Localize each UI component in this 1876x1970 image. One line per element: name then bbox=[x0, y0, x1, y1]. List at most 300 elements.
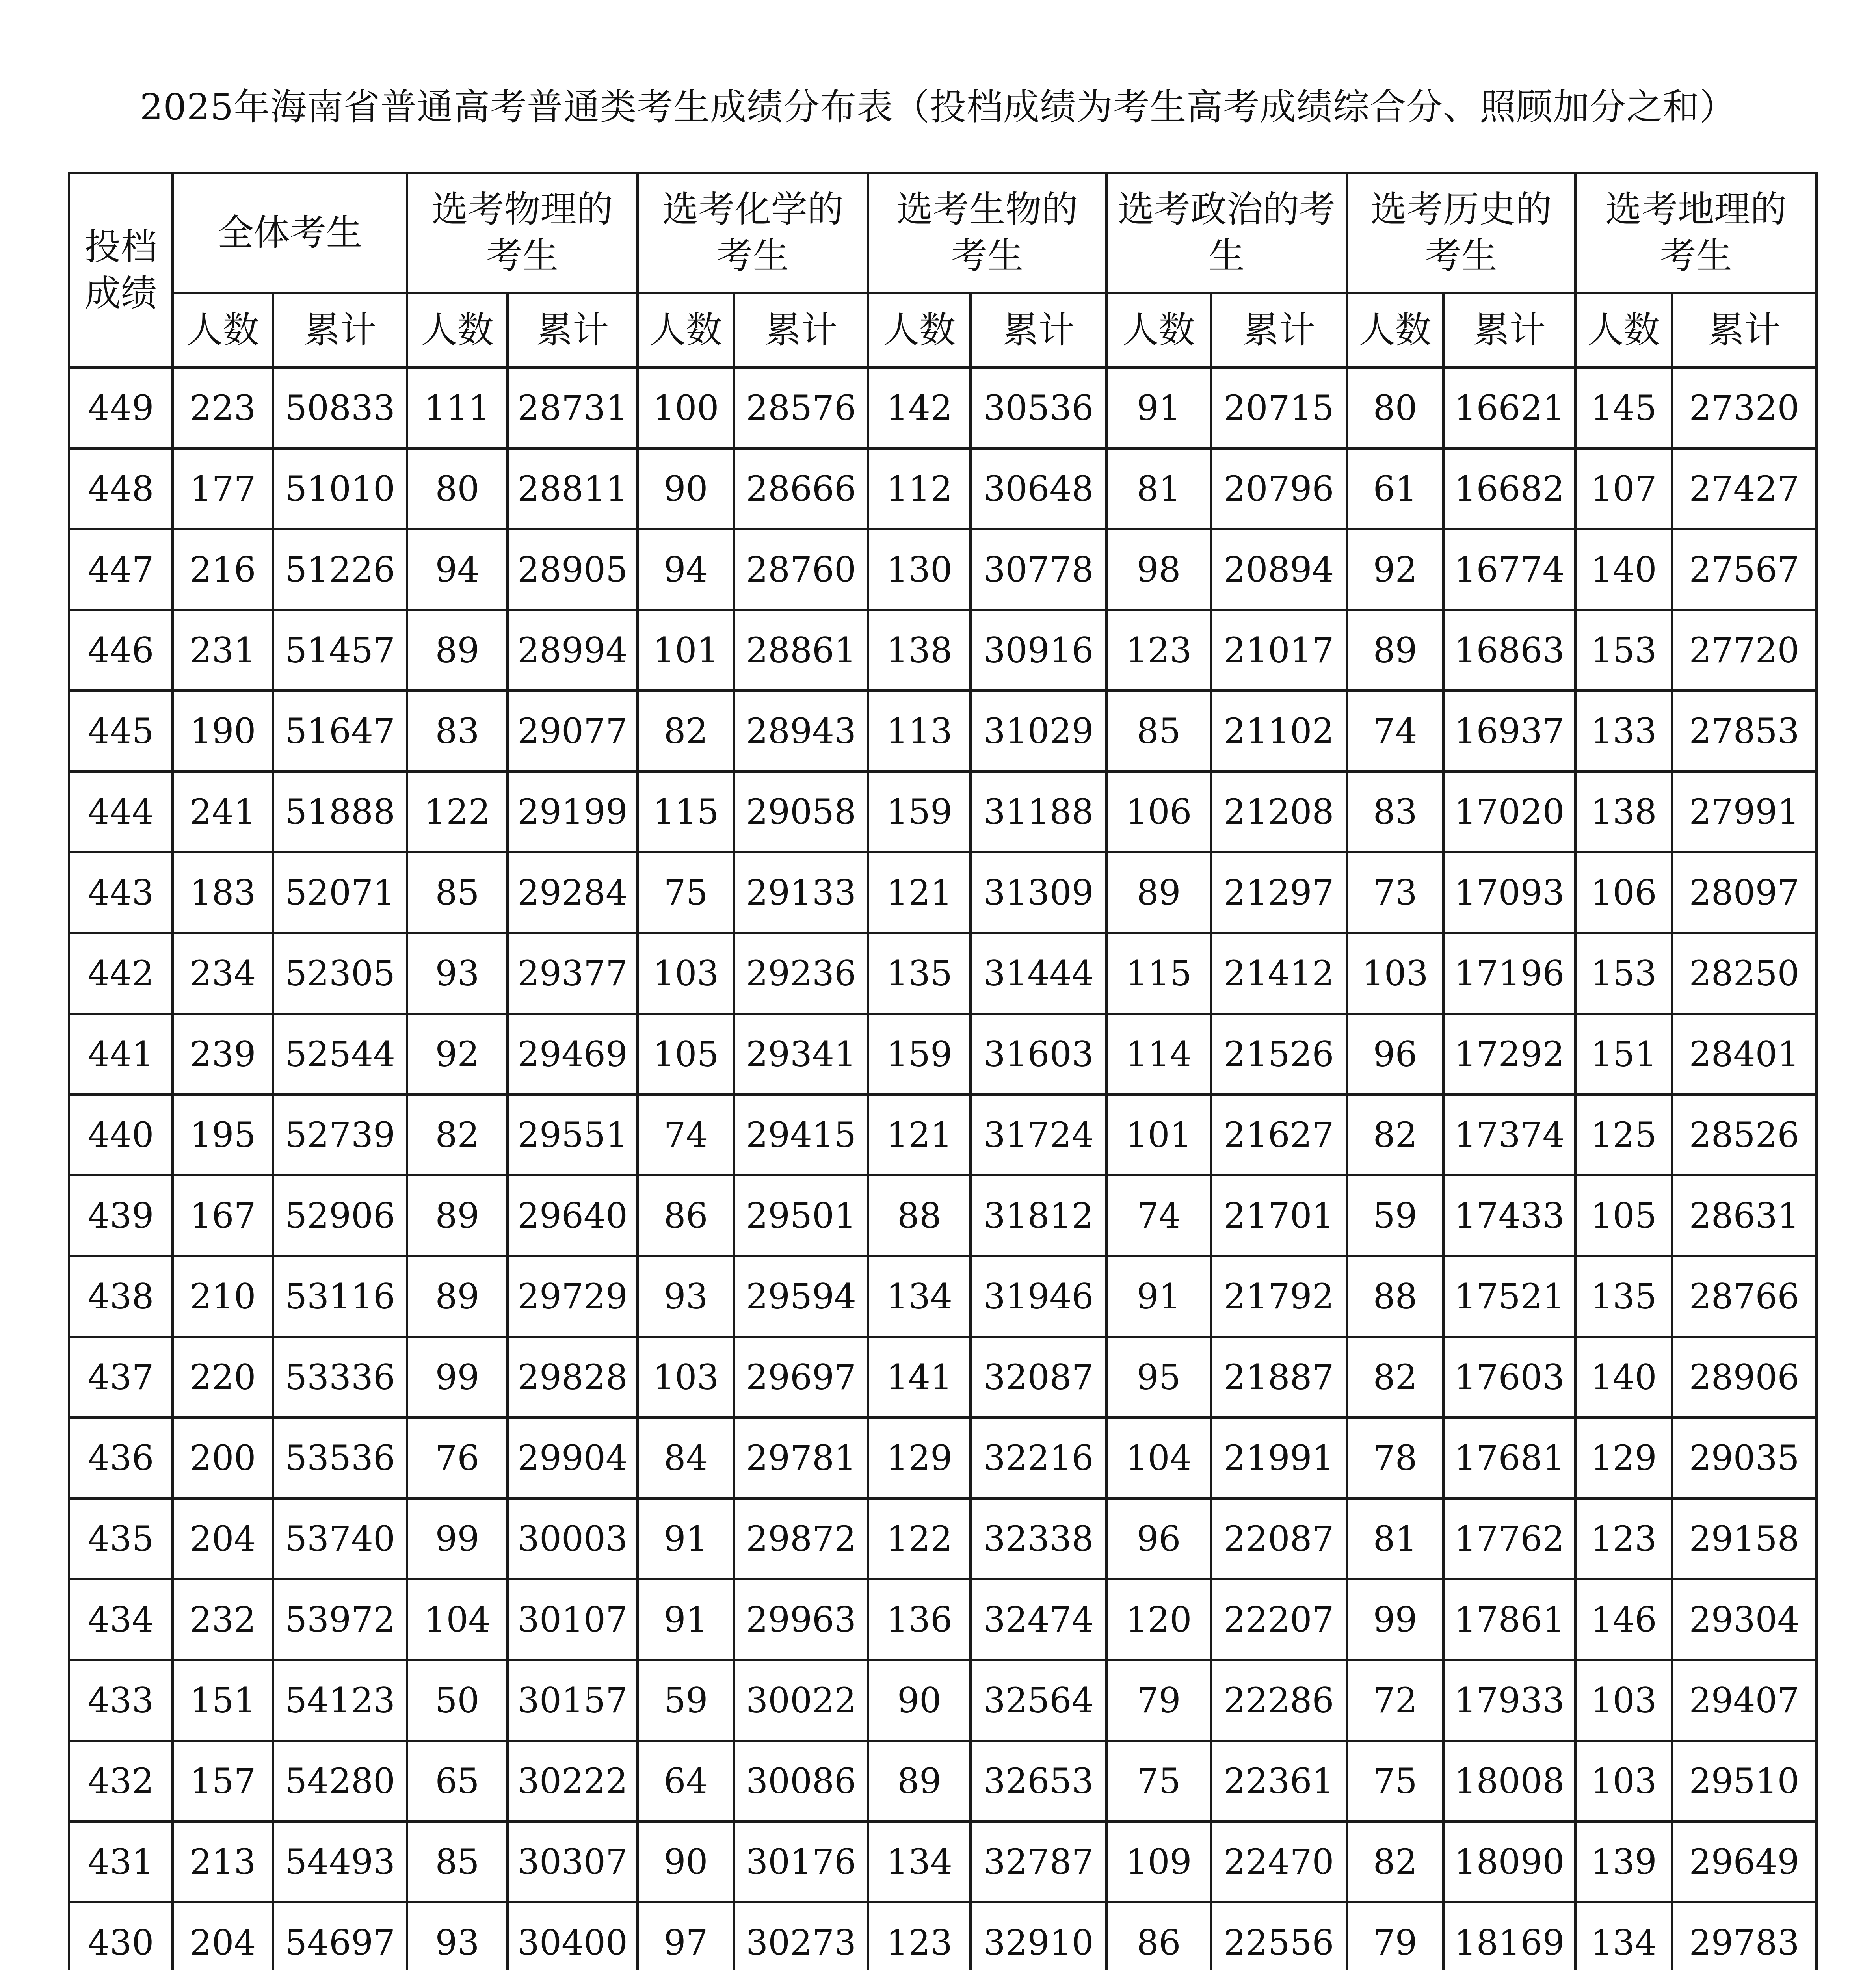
cell-geography-count: 138 bbox=[1575, 771, 1672, 852]
cell-physics-cumulative: 29640 bbox=[508, 1175, 638, 1256]
header-count: 人数 bbox=[173, 293, 273, 368]
cell-politics-count: 115 bbox=[1106, 933, 1211, 1014]
table-row bbox=[69, 1175, 1817, 1256]
header-row-subcols bbox=[69, 293, 1817, 368]
cell-all-count: 157 bbox=[173, 1741, 273, 1821]
cell-history-cumulative: 17933 bbox=[1443, 1660, 1575, 1741]
cell-chemistry-count: 103 bbox=[638, 1337, 734, 1418]
cell-politics-count: 96 bbox=[1106, 1498, 1211, 1579]
cell-physics-cumulative: 29077 bbox=[508, 691, 638, 771]
cell-all-cumulative: 53536 bbox=[273, 1418, 407, 1498]
cell-geography-cumulative: 28906 bbox=[1672, 1337, 1817, 1418]
cell-chemistry-count: 93 bbox=[638, 1256, 734, 1337]
cell-score: 438 bbox=[69, 1256, 173, 1337]
cell-history-cumulative: 16863 bbox=[1443, 610, 1575, 691]
cell-history-cumulative: 18169 bbox=[1443, 1902, 1575, 1970]
cell-biology-count: 138 bbox=[868, 610, 971, 691]
cell-politics-count: 98 bbox=[1106, 529, 1211, 610]
cell-biology-count: 90 bbox=[868, 1660, 971, 1741]
cell-biology-count: 122 bbox=[868, 1498, 971, 1579]
table-row bbox=[69, 1821, 1817, 1902]
cell-politics-cumulative: 21297 bbox=[1211, 852, 1347, 933]
cell-biology-count: 159 bbox=[868, 771, 971, 852]
cell-physics-cumulative: 29284 bbox=[508, 852, 638, 933]
cell-biology-cumulative: 30916 bbox=[971, 610, 1106, 691]
header-cumulative: 累计 bbox=[1672, 293, 1817, 368]
cell-history-count: 88 bbox=[1347, 1256, 1443, 1337]
cell-all-count: 231 bbox=[173, 610, 273, 691]
cell-chemistry-count: 103 bbox=[638, 933, 734, 1014]
cell-history-count: 80 bbox=[1347, 368, 1443, 448]
cell-geography-count: 151 bbox=[1575, 1014, 1672, 1095]
cell-biology-cumulative: 32474 bbox=[971, 1579, 1106, 1660]
cell-biology-cumulative: 30648 bbox=[971, 448, 1106, 529]
cell-biology-cumulative: 32910 bbox=[971, 1902, 1106, 1970]
cell-politics-count: 75 bbox=[1106, 1741, 1211, 1821]
cell-politics-cumulative: 21412 bbox=[1211, 933, 1347, 1014]
cell-politics-count: 74 bbox=[1106, 1175, 1211, 1256]
cell-physics-count: 82 bbox=[407, 1095, 508, 1175]
cell-chemistry-cumulative: 29341 bbox=[734, 1014, 868, 1095]
cell-geography-count: 106 bbox=[1575, 852, 1672, 933]
cell-all-cumulative: 52739 bbox=[273, 1095, 407, 1175]
header-group-all: 全体考生 bbox=[173, 173, 407, 293]
cell-biology-cumulative: 31812 bbox=[971, 1175, 1106, 1256]
cell-geography-cumulative: 28526 bbox=[1672, 1095, 1817, 1175]
cell-chemistry-cumulative: 29501 bbox=[734, 1175, 868, 1256]
header-group-biology: 选考生物的考生 bbox=[868, 173, 1106, 293]
cell-history-cumulative: 16682 bbox=[1443, 448, 1575, 529]
cell-biology-cumulative: 32564 bbox=[971, 1660, 1106, 1741]
score-distribution-table bbox=[68, 172, 1818, 1970]
cell-physics-count: 99 bbox=[407, 1337, 508, 1418]
cell-geography-cumulative: 29035 bbox=[1672, 1418, 1817, 1498]
cell-politics-cumulative: 22470 bbox=[1211, 1821, 1347, 1902]
cell-chemistry-cumulative: 29236 bbox=[734, 933, 868, 1014]
cell-geography-cumulative: 29783 bbox=[1672, 1902, 1817, 1970]
cell-chemistry-cumulative: 28861 bbox=[734, 610, 868, 691]
cell-geography-count: 135 bbox=[1575, 1256, 1672, 1337]
cell-biology-cumulative: 31724 bbox=[971, 1095, 1106, 1175]
header-group-physics: 选考物理的考生 bbox=[407, 173, 638, 293]
cell-physics-count: 93 bbox=[407, 1902, 508, 1970]
cell-score: 446 bbox=[69, 610, 173, 691]
cell-chemistry-count: 97 bbox=[638, 1902, 734, 1970]
cell-all-count: 190 bbox=[173, 691, 273, 771]
cell-physics-cumulative: 29729 bbox=[508, 1256, 638, 1337]
cell-politics-cumulative: 21792 bbox=[1211, 1256, 1347, 1337]
cell-score: 436 bbox=[69, 1418, 173, 1498]
cell-all-count: 210 bbox=[173, 1256, 273, 1337]
cell-politics-cumulative: 21887 bbox=[1211, 1337, 1347, 1418]
cell-biology-count: 130 bbox=[868, 529, 971, 610]
header-cumulative: 累计 bbox=[734, 293, 868, 368]
cell-all-count: 177 bbox=[173, 448, 273, 529]
cell-politics-cumulative: 21991 bbox=[1211, 1418, 1347, 1498]
cell-biology-cumulative: 32216 bbox=[971, 1418, 1106, 1498]
cell-chemistry-count: 64 bbox=[638, 1741, 734, 1821]
cell-all-cumulative: 52305 bbox=[273, 933, 407, 1014]
cell-history-cumulative: 17433 bbox=[1443, 1175, 1575, 1256]
cell-geography-count: 140 bbox=[1575, 529, 1672, 610]
cell-history-cumulative: 16937 bbox=[1443, 691, 1575, 771]
cell-all-cumulative: 51457 bbox=[273, 610, 407, 691]
cell-physics-count: 99 bbox=[407, 1498, 508, 1579]
cell-history-cumulative: 17861 bbox=[1443, 1579, 1575, 1660]
cell-chemistry-cumulative: 28666 bbox=[734, 448, 868, 529]
table-row bbox=[69, 1256, 1817, 1337]
cell-history-cumulative: 17093 bbox=[1443, 852, 1575, 933]
cell-history-count: 92 bbox=[1347, 529, 1443, 610]
cell-geography-count: 103 bbox=[1575, 1741, 1672, 1821]
cell-physics-cumulative: 30400 bbox=[508, 1902, 638, 1970]
cell-biology-cumulative: 30778 bbox=[971, 529, 1106, 610]
cell-history-cumulative: 17196 bbox=[1443, 933, 1575, 1014]
cell-geography-cumulative: 27853 bbox=[1672, 691, 1817, 771]
cell-history-cumulative: 17374 bbox=[1443, 1095, 1575, 1175]
cell-biology-cumulative: 31603 bbox=[971, 1014, 1106, 1095]
cell-biology-count: 135 bbox=[868, 933, 971, 1014]
cell-physics-count: 122 bbox=[407, 771, 508, 852]
cell-geography-count: 145 bbox=[1575, 368, 1672, 448]
cell-chemistry-cumulative: 28576 bbox=[734, 368, 868, 448]
cell-all-count: 232 bbox=[173, 1579, 273, 1660]
header-count: 人数 bbox=[638, 293, 734, 368]
cell-geography-cumulative: 29510 bbox=[1672, 1741, 1817, 1821]
cell-physics-cumulative: 28731 bbox=[508, 368, 638, 448]
cell-biology-count: 89 bbox=[868, 1741, 971, 1821]
cell-all-cumulative: 51226 bbox=[273, 529, 407, 610]
cell-chemistry-count: 84 bbox=[638, 1418, 734, 1498]
cell-all-count: 216 bbox=[173, 529, 273, 610]
cell-physics-count: 85 bbox=[407, 852, 508, 933]
cell-geography-count: 129 bbox=[1575, 1418, 1672, 1498]
cell-geography-count: 105 bbox=[1575, 1175, 1672, 1256]
header-cumulative: 累计 bbox=[1211, 293, 1347, 368]
cell-all-count: 195 bbox=[173, 1095, 273, 1175]
cell-politics-count: 85 bbox=[1106, 691, 1211, 771]
cell-score: 430 bbox=[69, 1902, 173, 1970]
cell-chemistry-count: 75 bbox=[638, 852, 734, 933]
cell-history-count: 96 bbox=[1347, 1014, 1443, 1095]
cell-score: 445 bbox=[69, 691, 173, 771]
cell-all-count: 167 bbox=[173, 1175, 273, 1256]
cell-all-cumulative: 52544 bbox=[273, 1014, 407, 1095]
cell-physics-cumulative: 29904 bbox=[508, 1418, 638, 1498]
cell-chemistry-count: 115 bbox=[638, 771, 734, 852]
cell-all-count: 151 bbox=[173, 1660, 273, 1741]
cell-all-cumulative: 51010 bbox=[273, 448, 407, 529]
cell-score: 449 bbox=[69, 368, 173, 448]
cell-biology-count: 134 bbox=[868, 1821, 971, 1902]
cell-all-count: 200 bbox=[173, 1418, 273, 1498]
cell-physics-cumulative: 28994 bbox=[508, 610, 638, 691]
cell-all-cumulative: 52906 bbox=[273, 1175, 407, 1256]
cell-history-count: 79 bbox=[1347, 1902, 1443, 1970]
cell-biology-cumulative: 32653 bbox=[971, 1741, 1106, 1821]
cell-politics-cumulative: 22207 bbox=[1211, 1579, 1347, 1660]
cell-all-cumulative: 53740 bbox=[273, 1498, 407, 1579]
cell-politics-count: 81 bbox=[1106, 448, 1211, 529]
cell-geography-count: 125 bbox=[1575, 1095, 1672, 1175]
cell-biology-count: 121 bbox=[868, 1095, 971, 1175]
cell-history-cumulative: 18008 bbox=[1443, 1741, 1575, 1821]
cell-politics-cumulative: 21208 bbox=[1211, 771, 1347, 852]
cell-history-count: 73 bbox=[1347, 852, 1443, 933]
cell-physics-count: 76 bbox=[407, 1418, 508, 1498]
cell-chemistry-cumulative: 30273 bbox=[734, 1902, 868, 1970]
cell-politics-cumulative: 21526 bbox=[1211, 1014, 1347, 1095]
cell-chemistry-cumulative: 28943 bbox=[734, 691, 868, 771]
cell-history-count: 82 bbox=[1347, 1821, 1443, 1902]
cell-chemistry-cumulative: 29594 bbox=[734, 1256, 868, 1337]
table-row bbox=[69, 529, 1817, 610]
cell-geography-count: 153 bbox=[1575, 933, 1672, 1014]
header-cumulative: 累计 bbox=[971, 293, 1106, 368]
cell-biology-count: 123 bbox=[868, 1902, 971, 1970]
table-row bbox=[69, 1902, 1817, 1970]
cell-history-cumulative: 17762 bbox=[1443, 1498, 1575, 1579]
cell-geography-cumulative: 28766 bbox=[1672, 1256, 1817, 1337]
cell-politics-cumulative: 21701 bbox=[1211, 1175, 1347, 1256]
cell-geography-count: 140 bbox=[1575, 1337, 1672, 1418]
cell-geography-count: 139 bbox=[1575, 1821, 1672, 1902]
cell-score: 448 bbox=[69, 448, 173, 529]
cell-geography-count: 134 bbox=[1575, 1902, 1672, 1970]
cell-physics-count: 83 bbox=[407, 691, 508, 771]
cell-all-count: 241 bbox=[173, 771, 273, 852]
cell-score: 439 bbox=[69, 1175, 173, 1256]
cell-chemistry-count: 100 bbox=[638, 368, 734, 448]
cell-all-cumulative: 52071 bbox=[273, 852, 407, 933]
cell-physics-cumulative: 29377 bbox=[508, 933, 638, 1014]
table-row bbox=[69, 1579, 1817, 1660]
table-row bbox=[69, 1660, 1817, 1741]
table-row bbox=[69, 1095, 1817, 1175]
cell-score: 431 bbox=[69, 1821, 173, 1902]
cell-biology-cumulative: 31188 bbox=[971, 771, 1106, 852]
cell-physics-count: 104 bbox=[407, 1579, 508, 1660]
cell-physics-cumulative: 30307 bbox=[508, 1821, 638, 1902]
table-row bbox=[69, 1498, 1817, 1579]
cell-physics-count: 89 bbox=[407, 1175, 508, 1256]
cell-chemistry-cumulative: 29781 bbox=[734, 1418, 868, 1498]
cell-chemistry-count: 105 bbox=[638, 1014, 734, 1095]
cell-geography-cumulative: 27991 bbox=[1672, 771, 1817, 852]
cell-chemistry-cumulative: 29872 bbox=[734, 1498, 868, 1579]
cell-chemistry-cumulative: 29058 bbox=[734, 771, 868, 852]
cell-geography-cumulative: 27567 bbox=[1672, 529, 1817, 610]
table-row bbox=[69, 771, 1817, 852]
table-row bbox=[69, 610, 1817, 691]
cell-politics-count: 91 bbox=[1106, 1256, 1211, 1337]
cell-chemistry-count: 59 bbox=[638, 1660, 734, 1741]
cell-all-cumulative: 51888 bbox=[273, 771, 407, 852]
cell-politics-cumulative: 20796 bbox=[1211, 448, 1347, 529]
cell-all-count: 204 bbox=[173, 1902, 273, 1970]
cell-politics-count: 123 bbox=[1106, 610, 1211, 691]
table-row bbox=[69, 1337, 1817, 1418]
header-group-politics: 选考政治的考生 bbox=[1106, 173, 1347, 293]
cell-biology-count: 159 bbox=[868, 1014, 971, 1095]
cell-geography-cumulative: 28097 bbox=[1672, 852, 1817, 933]
cell-geography-cumulative: 27720 bbox=[1672, 610, 1817, 691]
cell-politics-cumulative: 20894 bbox=[1211, 529, 1347, 610]
cell-physics-cumulative: 30003 bbox=[508, 1498, 638, 1579]
cell-all-cumulative: 54493 bbox=[273, 1821, 407, 1902]
cell-all-cumulative: 54697 bbox=[273, 1902, 407, 1970]
cell-history-count: 89 bbox=[1347, 610, 1443, 691]
cell-history-cumulative: 17292 bbox=[1443, 1014, 1575, 1095]
cell-score: 441 bbox=[69, 1014, 173, 1095]
cell-chemistry-count: 90 bbox=[638, 1821, 734, 1902]
cell-physics-count: 80 bbox=[407, 448, 508, 529]
header-row-groups bbox=[69, 173, 1817, 293]
cell-biology-cumulative: 31946 bbox=[971, 1256, 1106, 1337]
cell-score: 435 bbox=[69, 1498, 173, 1579]
cell-history-cumulative: 16621 bbox=[1443, 368, 1575, 448]
cell-politics-count: 95 bbox=[1106, 1337, 1211, 1418]
cell-biology-count: 141 bbox=[868, 1337, 971, 1418]
cell-physics-count: 89 bbox=[407, 610, 508, 691]
cell-history-cumulative: 16774 bbox=[1443, 529, 1575, 610]
header-count: 人数 bbox=[1106, 293, 1211, 368]
page-title: 2025年海南省普通高考普通类考生成绩分布表（投档成绩为考生高考成绩综合分、照顾加分之和） bbox=[139, 86, 1737, 128]
header-cumulative: 累计 bbox=[273, 293, 407, 368]
cell-history-count: 103 bbox=[1347, 933, 1443, 1014]
cell-all-cumulative: 53336 bbox=[273, 1337, 407, 1418]
cell-all-cumulative: 54280 bbox=[273, 1741, 407, 1821]
table-row bbox=[69, 1418, 1817, 1498]
cell-history-count: 59 bbox=[1347, 1175, 1443, 1256]
cell-chemistry-count: 91 bbox=[638, 1579, 734, 1660]
cell-geography-cumulative: 28631 bbox=[1672, 1175, 1817, 1256]
cell-biology-cumulative: 30536 bbox=[971, 368, 1106, 448]
cell-all-count: 213 bbox=[173, 1821, 273, 1902]
cell-politics-count: 91 bbox=[1106, 368, 1211, 448]
header-cumulative: 累计 bbox=[1443, 293, 1575, 368]
cell-history-count: 74 bbox=[1347, 691, 1443, 771]
cell-chemistry-cumulative: 29133 bbox=[734, 852, 868, 933]
cell-chemistry-cumulative: 30022 bbox=[734, 1660, 868, 1741]
cell-politics-cumulative: 22556 bbox=[1211, 1902, 1347, 1970]
cell-physics-count: 89 bbox=[407, 1256, 508, 1337]
cell-politics-count: 101 bbox=[1106, 1095, 1211, 1175]
cell-history-count: 61 bbox=[1347, 448, 1443, 529]
cell-geography-cumulative: 29649 bbox=[1672, 1821, 1817, 1902]
cell-geography-cumulative: 28250 bbox=[1672, 933, 1817, 1014]
cell-all-count: 220 bbox=[173, 1337, 273, 1418]
cell-chemistry-cumulative: 29697 bbox=[734, 1337, 868, 1418]
table-row bbox=[69, 448, 1817, 529]
cell-politics-cumulative: 22361 bbox=[1211, 1741, 1347, 1821]
cell-history-count: 81 bbox=[1347, 1498, 1443, 1579]
cell-politics-count: 106 bbox=[1106, 771, 1211, 852]
cell-biology-cumulative: 32087 bbox=[971, 1337, 1106, 1418]
cell-geography-count: 123 bbox=[1575, 1498, 1672, 1579]
cell-all-count: 239 bbox=[173, 1014, 273, 1095]
cell-chemistry-count: 74 bbox=[638, 1095, 734, 1175]
header-count: 人数 bbox=[1347, 293, 1443, 368]
cell-chemistry-cumulative: 28760 bbox=[734, 529, 868, 610]
cell-chemistry-cumulative: 29415 bbox=[734, 1095, 868, 1175]
cell-physics-cumulative: 30157 bbox=[508, 1660, 638, 1741]
cell-physics-count: 111 bbox=[407, 368, 508, 448]
cell-biology-cumulative: 32338 bbox=[971, 1498, 1106, 1579]
cell-politics-cumulative: 22087 bbox=[1211, 1498, 1347, 1579]
cell-history-cumulative: 17603 bbox=[1443, 1337, 1575, 1418]
cell-geography-count: 103 bbox=[1575, 1660, 1672, 1741]
cell-history-cumulative: 17521 bbox=[1443, 1256, 1575, 1337]
cell-geography-cumulative: 29407 bbox=[1672, 1660, 1817, 1741]
cell-all-cumulative: 50833 bbox=[273, 368, 407, 448]
cell-physics-cumulative: 29469 bbox=[508, 1014, 638, 1095]
header-cumulative: 累计 bbox=[508, 293, 638, 368]
cell-history-count: 72 bbox=[1347, 1660, 1443, 1741]
cell-history-cumulative: 18090 bbox=[1443, 1821, 1575, 1902]
cell-biology-count: 112 bbox=[868, 448, 971, 529]
cell-biology-cumulative: 32787 bbox=[971, 1821, 1106, 1902]
cell-physics-count: 85 bbox=[407, 1821, 508, 1902]
cell-physics-cumulative: 30107 bbox=[508, 1579, 638, 1660]
cell-biology-cumulative: 31029 bbox=[971, 691, 1106, 771]
cell-history-count: 83 bbox=[1347, 771, 1443, 852]
cell-physics-cumulative: 30222 bbox=[508, 1741, 638, 1821]
cell-biology-count: 88 bbox=[868, 1175, 971, 1256]
cell-geography-cumulative: 29304 bbox=[1672, 1579, 1817, 1660]
cell-chemistry-count: 86 bbox=[638, 1175, 734, 1256]
cell-politics-count: 114 bbox=[1106, 1014, 1211, 1095]
cell-all-count: 234 bbox=[173, 933, 273, 1014]
cell-politics-cumulative: 20715 bbox=[1211, 368, 1347, 448]
cell-score: 434 bbox=[69, 1579, 173, 1660]
cell-all-count: 223 bbox=[173, 368, 273, 448]
cell-biology-cumulative: 31444 bbox=[971, 933, 1106, 1014]
cell-chemistry-cumulative: 29963 bbox=[734, 1579, 868, 1660]
cell-history-count: 82 bbox=[1347, 1095, 1443, 1175]
cell-politics-cumulative: 21017 bbox=[1211, 610, 1347, 691]
cell-physics-cumulative: 29199 bbox=[508, 771, 638, 852]
cell-biology-count: 136 bbox=[868, 1579, 971, 1660]
cell-politics-cumulative: 21627 bbox=[1211, 1095, 1347, 1175]
cell-politics-count: 109 bbox=[1106, 1821, 1211, 1902]
cell-geography-count: 146 bbox=[1575, 1579, 1672, 1660]
table-row bbox=[69, 368, 1817, 448]
cell-score: 432 bbox=[69, 1741, 173, 1821]
cell-physics-count: 94 bbox=[407, 529, 508, 610]
cell-biology-count: 142 bbox=[868, 368, 971, 448]
header-group-geography: 选考地理的考生 bbox=[1575, 173, 1817, 293]
cell-physics-count: 92 bbox=[407, 1014, 508, 1095]
cell-chemistry-count: 90 bbox=[638, 448, 734, 529]
cell-all-cumulative: 51647 bbox=[273, 691, 407, 771]
cell-geography-cumulative: 28401 bbox=[1672, 1014, 1817, 1095]
cell-politics-cumulative: 21102 bbox=[1211, 691, 1347, 771]
cell-physics-cumulative: 29828 bbox=[508, 1337, 638, 1418]
cell-score: 444 bbox=[69, 771, 173, 852]
cell-politics-count: 79 bbox=[1106, 1660, 1211, 1741]
cell-chemistry-count: 91 bbox=[638, 1498, 734, 1579]
header-count: 人数 bbox=[407, 293, 508, 368]
cell-physics-cumulative: 28811 bbox=[508, 448, 638, 529]
header-group-history: 选考历史的考生 bbox=[1347, 173, 1575, 293]
table-row bbox=[69, 1741, 1817, 1821]
cell-all-count: 204 bbox=[173, 1498, 273, 1579]
cell-chemistry-count: 101 bbox=[638, 610, 734, 691]
cell-politics-count: 89 bbox=[1106, 852, 1211, 933]
cell-history-cumulative: 17020 bbox=[1443, 771, 1575, 852]
cell-all-count: 183 bbox=[173, 852, 273, 933]
